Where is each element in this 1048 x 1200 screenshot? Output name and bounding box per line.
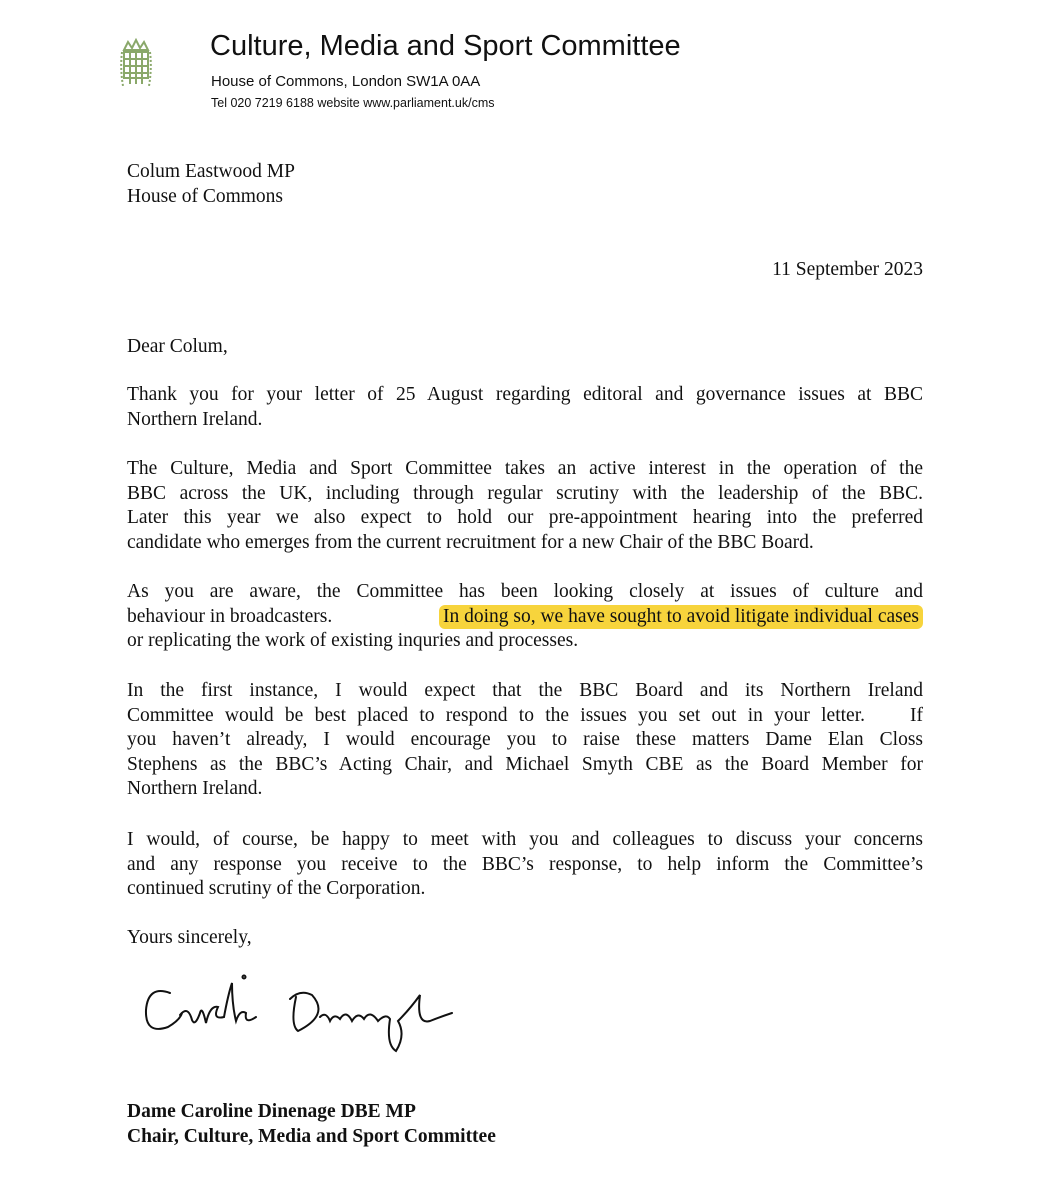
signatory-block [127, 1100, 923, 1149]
text-line: Later this year we also expect to hold our pre-appointment hearing into the preferred [127, 507, 923, 528]
closing: Yours sincerely, [127, 927, 252, 948]
text-line: Northern Ireland. [127, 408, 263, 430]
signatory-title: Chair, Culture, Media and Sport Committee [127, 1125, 496, 1147]
recipient-block [127, 160, 923, 209]
committee-address: House of Commons, London SW1A 0AA [211, 73, 481, 90]
signatory-name: Dame Caroline Dinenage DBE MP [127, 1101, 416, 1122]
signature-image [140, 965, 500, 1055]
text-line: Thank you for your letter of 25 August regarding editoral and governance issues at BBC [127, 384, 923, 405]
paragraph-3 [127, 580, 923, 654]
salutation: Dear Colum, [127, 336, 228, 357]
text-line: I would, of course, be happy to meet with you and colleagues to discuss your concerns [127, 829, 923, 850]
text-line: Stephens as the BBC’s Acting Chair, and Michael Smyth CBE as the Board Member for [127, 753, 923, 775]
text-line: BBC across the UK, including through regular scrutiny with the leadership of the BBC. [127, 482, 923, 504]
text-line: and any response you receive to the BBC’s response, to help inform the Committee’s [127, 853, 923, 875]
text-line: candidate who emerges from the current recruitment for a new Chair of the BBC Board. [127, 531, 814, 553]
text-line: or replicating the work of existing inquries and processes. [127, 630, 579, 651]
paragraph-5 [127, 828, 923, 902]
text-line [127, 605, 923, 630]
text-segment: behaviour in broadcasters. [127, 605, 333, 627]
recipient-name: Colum Eastwood MP [127, 161, 295, 182]
committee-contact: Tel 020 7219 6188 website www.parliament.uk/cms [211, 96, 495, 110]
paragraph-2 [127, 457, 923, 555]
recipient-address: House of Commons [127, 185, 283, 207]
committee-title: Culture, Media and Sport Committee [210, 30, 681, 62]
letter-date: 11 September 2023 [772, 259, 923, 280]
text-line: As you are aware, the Committee has been looking closely at issues of culture and [127, 581, 923, 602]
text-line: In the first instance, I would expect that the BBC Board and its Northern Ireland [127, 680, 923, 701]
text-line: The Culture, Media and Sport Committee takes an active interest in the operation of the [127, 458, 923, 479]
text-line: Committee would be best placed to respond to the issues you set out in your letter. If [127, 704, 923, 726]
portcullis-logo-icon [120, 38, 152, 88]
paragraph-4 [127, 679, 923, 802]
text-line: Northern Ireland. [127, 778, 263, 799]
highlighted-text: In doing so, we have sought to avoid litigate individual cases [439, 605, 923, 630]
text-line: continued scrutiny of the Corporation. [127, 878, 426, 899]
paragraph-1 [127, 383, 923, 432]
text-line: you haven’t already, I would encourage you to raise these matters Dame Elan Closs [127, 729, 923, 750]
